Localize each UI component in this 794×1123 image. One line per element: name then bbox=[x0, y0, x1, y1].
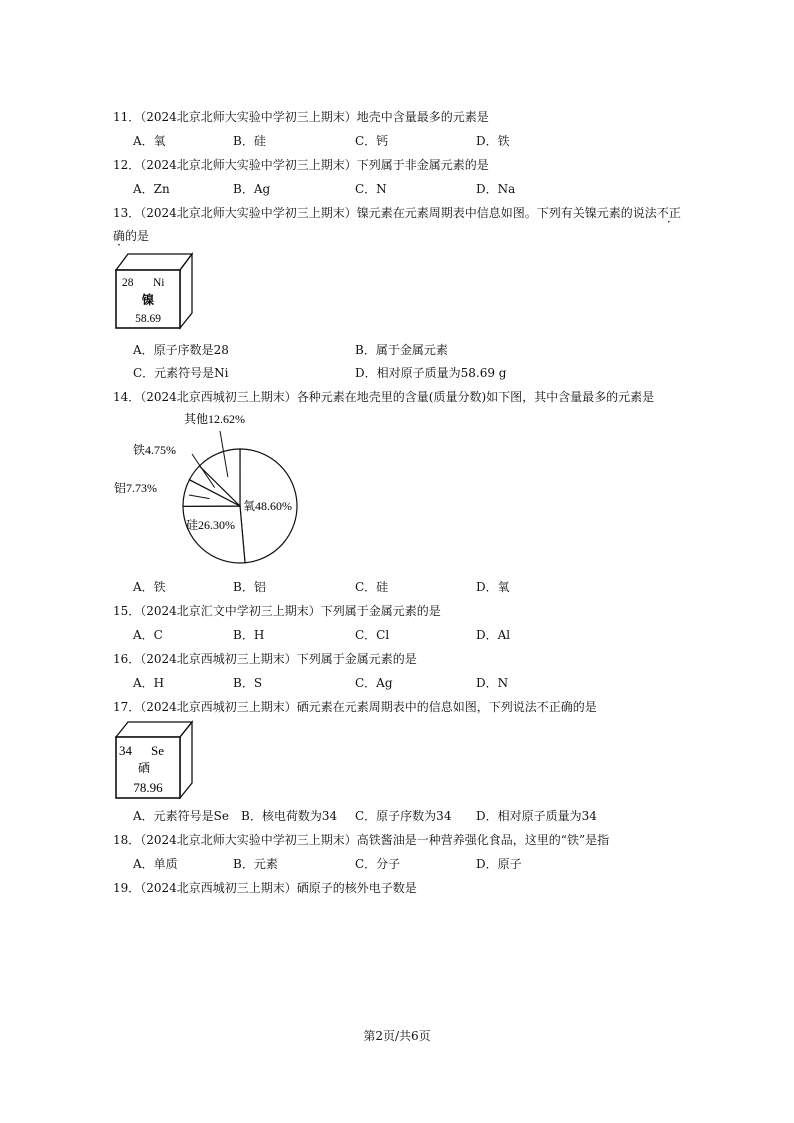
question-14-options bbox=[133, 578, 733, 594]
pie-slice-1 bbox=[183, 506, 245, 563]
question-17: 17．（2024北京西城初三上期末）硒元素在元素周期表中的信息如图，下列说法不正确的是 bbox=[113, 700, 597, 714]
option-b[interactable]: B．H bbox=[233, 628, 265, 642]
question-18: 18．（2024北京北师大实验中学初三上期末）高铁酱油是一种营养强化食品，这里的“铁”是指 bbox=[113, 833, 610, 847]
question-17-options bbox=[133, 807, 733, 823]
option-c[interactable]: C．元素符号是Ni bbox=[133, 366, 229, 380]
option-b[interactable]: B．Ag bbox=[233, 182, 271, 196]
option-b[interactable]: B．核电荷数为34 bbox=[241, 809, 338, 823]
option-c[interactable]: C．Ag bbox=[355, 676, 393, 690]
page-footer: 第2页/共6页 bbox=[363, 1029, 431, 1043]
question-16-options bbox=[133, 674, 733, 690]
slice-label-iron: 铁4.75% bbox=[133, 443, 176, 457]
option-a[interactable]: A．Zn bbox=[133, 182, 170, 196]
option-b[interactable]: B．属于金属元素 bbox=[355, 343, 448, 357]
question-12-options bbox=[133, 180, 733, 196]
emphasis-text: 不正 bbox=[656, 206, 681, 220]
option-a[interactable]: A．原子序数是28 bbox=[133, 343, 229, 357]
option-a[interactable]: A．C bbox=[133, 628, 163, 642]
atomic-mass: 58.69 bbox=[135, 313, 161, 325]
option-d[interactable]: D．Na bbox=[476, 182, 516, 196]
option-c[interactable]: C．原子序数为34 bbox=[355, 809, 452, 823]
slice-label-silicon: 硅26.30% bbox=[186, 518, 235, 532]
question-13-text-b: 的是 bbox=[125, 229, 150, 243]
option-b[interactable]: B．铝 bbox=[233, 580, 266, 594]
slice-label-oxygen: 氧48.60% bbox=[243, 499, 292, 513]
option-a[interactable]: A．H bbox=[133, 676, 165, 690]
option-c[interactable]: C．Cl bbox=[355, 628, 390, 642]
slice-label-aluminum: 铝7.73% bbox=[114, 481, 157, 495]
pie-chart bbox=[100, 400, 320, 580]
option-d[interactable]: D．铁 bbox=[476, 134, 510, 148]
element-symbol: Se bbox=[151, 743, 164, 758]
option-b[interactable]: B．元素 bbox=[233, 857, 278, 871]
option-d[interactable]: D．Al bbox=[476, 628, 511, 642]
option-c[interactable]: C．分子 bbox=[355, 857, 401, 871]
atomic-number: 28 bbox=[122, 277, 134, 289]
option-d[interactable]: D．相对原子质量为58.69 g bbox=[355, 366, 507, 380]
slice-label-other: 其他12.62% bbox=[184, 412, 245, 426]
emphasis-text: 确 bbox=[113, 229, 126, 243]
option-a[interactable]: A．单质 bbox=[133, 857, 178, 871]
question-12: 12．（2024北京北师大实验中学初三上期末）下列属于非金属元素的是 bbox=[113, 158, 489, 172]
element-name: 镍 bbox=[141, 293, 155, 307]
question-13-text-a: 13．（2024北京北师大实验中学初三上期末）镍元素在元素周期表中信息如图。下列有关镍元素的说法 bbox=[113, 206, 657, 220]
question-15-options bbox=[133, 626, 733, 642]
option-c[interactable]: C．钙 bbox=[355, 134, 389, 148]
option-a[interactable]: A．铁 bbox=[133, 580, 166, 594]
question-18-options bbox=[133, 855, 733, 871]
atomic-number: 34 bbox=[119, 743, 132, 758]
option-a[interactable]: A．氧 bbox=[133, 134, 166, 148]
question-13-line-2 bbox=[113, 227, 149, 244]
atomic-mass: 78.96 bbox=[133, 780, 163, 795]
option-c[interactable]: C．硅 bbox=[355, 580, 389, 594]
option-a[interactable]: A．元素符号是Se bbox=[133, 809, 229, 823]
question-13-options-row-2 bbox=[133, 364, 733, 380]
question-11-options bbox=[133, 132, 733, 148]
element-symbol: Ni bbox=[153, 277, 165, 289]
element-card-nickel bbox=[114, 250, 194, 330]
option-c[interactable]: C．N bbox=[355, 182, 387, 196]
question-11: 11．（2024北京北师大实验中学初三上期末）地壳中含量最多的元素是 bbox=[113, 110, 489, 124]
question-15: 15．（2024北京汇文中学初三上期末）下列属于金属元素的是 bbox=[113, 604, 441, 618]
option-d[interactable]: D．氧 bbox=[476, 580, 510, 594]
option-d[interactable]: D．N bbox=[476, 676, 509, 690]
element-name: 硒 bbox=[137, 761, 151, 775]
option-d[interactable]: D．相对原子质量为34 bbox=[476, 809, 597, 823]
question-19: 19．（2024北京西城初三上期末）硒原子的核外电子数是 bbox=[113, 881, 417, 895]
option-b[interactable]: B．S bbox=[233, 676, 263, 690]
option-b[interactable]: B．硅 bbox=[233, 134, 266, 148]
element-card-selenium bbox=[114, 719, 194, 799]
question-13-options-row-1 bbox=[133, 341, 733, 357]
question-13-line-1 bbox=[113, 204, 681, 221]
question-14: 14．（2024北京西城初三上期末）各种元素在地壳里的含量(质量分数)如下图，其中含量最多的元素是 bbox=[113, 390, 655, 404]
option-d[interactable]: D．原子 bbox=[476, 857, 522, 871]
question-16: 16．（2024北京西城初三上期末）下列属于金属元素的是 bbox=[113, 652, 417, 666]
